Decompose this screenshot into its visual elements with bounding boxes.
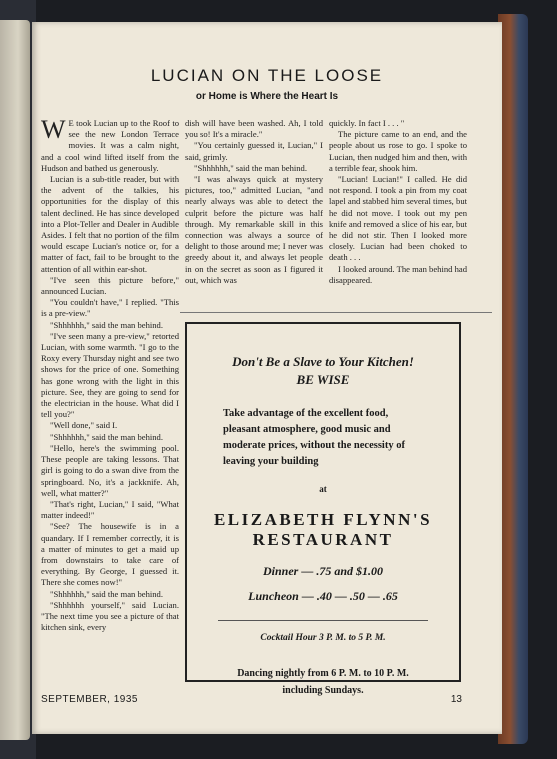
restaurant-name xyxy=(187,510,459,550)
paragraph: "You certainly guessed it, Lucian," I said, grimly. xyxy=(185,140,323,162)
drop-cap: W xyxy=(41,118,66,144)
dancing-hours xyxy=(187,665,459,699)
luncheon-prices: Luncheon — .40 — .50 — .65 xyxy=(248,589,398,603)
paragraph: "Shhhhhh," said the man behind. xyxy=(50,431,163,442)
paragraph: "Shhhhhh," said the man behind. xyxy=(50,319,163,330)
paragraph: "Lucian! Lucian!" I called. He did not respond. I took a pin from my coat lapel and stabbed him several times, but he did not move. I took out my pen knife and removed a slice of his ear, but he did not stir. Then I looked more closely. Lucian had been choked to death . . . xyxy=(329,174,467,263)
article-subtitle: or Home is Where the Heart Is xyxy=(195,91,339,102)
cocktail-hour: Cocktail Hour 3 P. M. to 5 P. M. xyxy=(260,633,386,643)
ad-at: at xyxy=(319,484,327,494)
paragraph: "Shhhhhh," said the man behind. xyxy=(50,588,163,599)
binding-edge xyxy=(0,0,36,759)
paragraph: I looked around. The man behind had disappeared. xyxy=(329,263,467,285)
paragraph: "I was always quick at mystery pictures, too," admitted Lucian, "and nearly always was able to detect the culprit before the picture was half through. My remarkable skill in this connection was always a source of delight to those around me; I never was greedy about it, and always let people in on the secret as soon as I figured it out, which was xyxy=(185,174,323,285)
paragraph: "Shhhhhh yourself," said Lucian. "The next time you see a picture of that kitchen sink, every xyxy=(41,599,179,633)
paragraph: "Hello, here's the swimming pool. These people are taking lessons. That girl is going to do a swan dive from the springboard. No, it's a jackknife. Ah, well, what matter?" xyxy=(41,442,179,498)
book-cover-edge xyxy=(498,14,528,744)
article-column-1 xyxy=(41,118,179,720)
section-divider xyxy=(180,312,492,313)
paragraph: "Shhhhhh," said the man behind. xyxy=(194,162,307,173)
paragraph: E took Lucian up to the Roof to see the new London Terrace movies. It was a calm night, and a cool wind lifted itself from the Hudson and bathed us generously. xyxy=(41,118,179,173)
dancing-line-2: including Sundays. xyxy=(282,685,364,696)
restaurant-advertisement xyxy=(185,322,461,696)
paragraph: quickly. In fact I . . . " xyxy=(329,118,405,128)
article-column-2 xyxy=(185,118,323,286)
paragraph: "That's right, Lucian," I said, "What matter indeed!" xyxy=(41,498,179,521)
paragraph: "I've seen this picture before," announced Lucian. xyxy=(41,274,179,297)
dancing-line-1: Dancing nightly from 6 P. M. to 10 P. M. xyxy=(237,668,409,679)
restaurant-name-line-2: RESTAURANT xyxy=(252,530,394,549)
restaurant-name-line-1: ELIZABETH FLYNN'S xyxy=(213,510,433,529)
paragraph: dish will have been washed. Ah, I told you so! It's a miracle." xyxy=(185,118,323,140)
paragraph: "You couldn't have," I replied. "This is a pre-view." xyxy=(41,297,179,319)
paragraph: "Well done," said I. xyxy=(50,420,118,431)
page-number: 13 xyxy=(450,694,462,705)
ad-headline-2: BE WISE xyxy=(296,372,350,387)
paragraph: Lucian is a sub-title reader, but with the advent of the talkies, his opportunities for the display of this talent declined. He has since developed into a Plot-Teller and Dealer in Audible Asides. I felt that no portion of the film would escape Lucian's notice or, for a matter of fact, fail to be brought to the attention of all within ear-shot. xyxy=(41,174,179,274)
paragraph: "See? The housewife is in a quandary. If I remember correctly, it is a matter of minutes to get a maid up from downstairs to take care of everything. By George, I guessed it. There she comes now!" xyxy=(41,521,179,588)
ad-headline: Don't Be a Slave to Your Kitchen! xyxy=(232,354,414,369)
magazine-page xyxy=(32,22,502,734)
paragraph: "I've seen many a pre-view," retorted Lucian, with some warmth. "I go to the Roxy every Thursday night and see two shows for the price of one. Something has gone wrong with the light in this picture. See, they are going to send for the electrician in the house. What did I tell you?" xyxy=(41,330,179,420)
dinner-prices: Dinner — .75 and $1.00 xyxy=(262,564,384,578)
article-title: LUCIAN ON THE LOOSE xyxy=(150,66,384,85)
first-paragraph xyxy=(41,118,179,174)
article-column-3 xyxy=(329,118,467,286)
ad-divider xyxy=(218,620,428,621)
ad-body-text: Take advantage of the excellent food, pleasant atmosphere, good music and moderate prices, without the necessity of leaving your building xyxy=(223,408,405,467)
paragraph: The picture came to an end, and the people about us rose to go. I spoke to Lucian, then nudged him and then, with a terrible fear, shook him. xyxy=(329,129,467,173)
issue-date: SEPTEMBER, 1935 xyxy=(41,694,138,705)
adjacent-page-edge xyxy=(0,20,30,740)
